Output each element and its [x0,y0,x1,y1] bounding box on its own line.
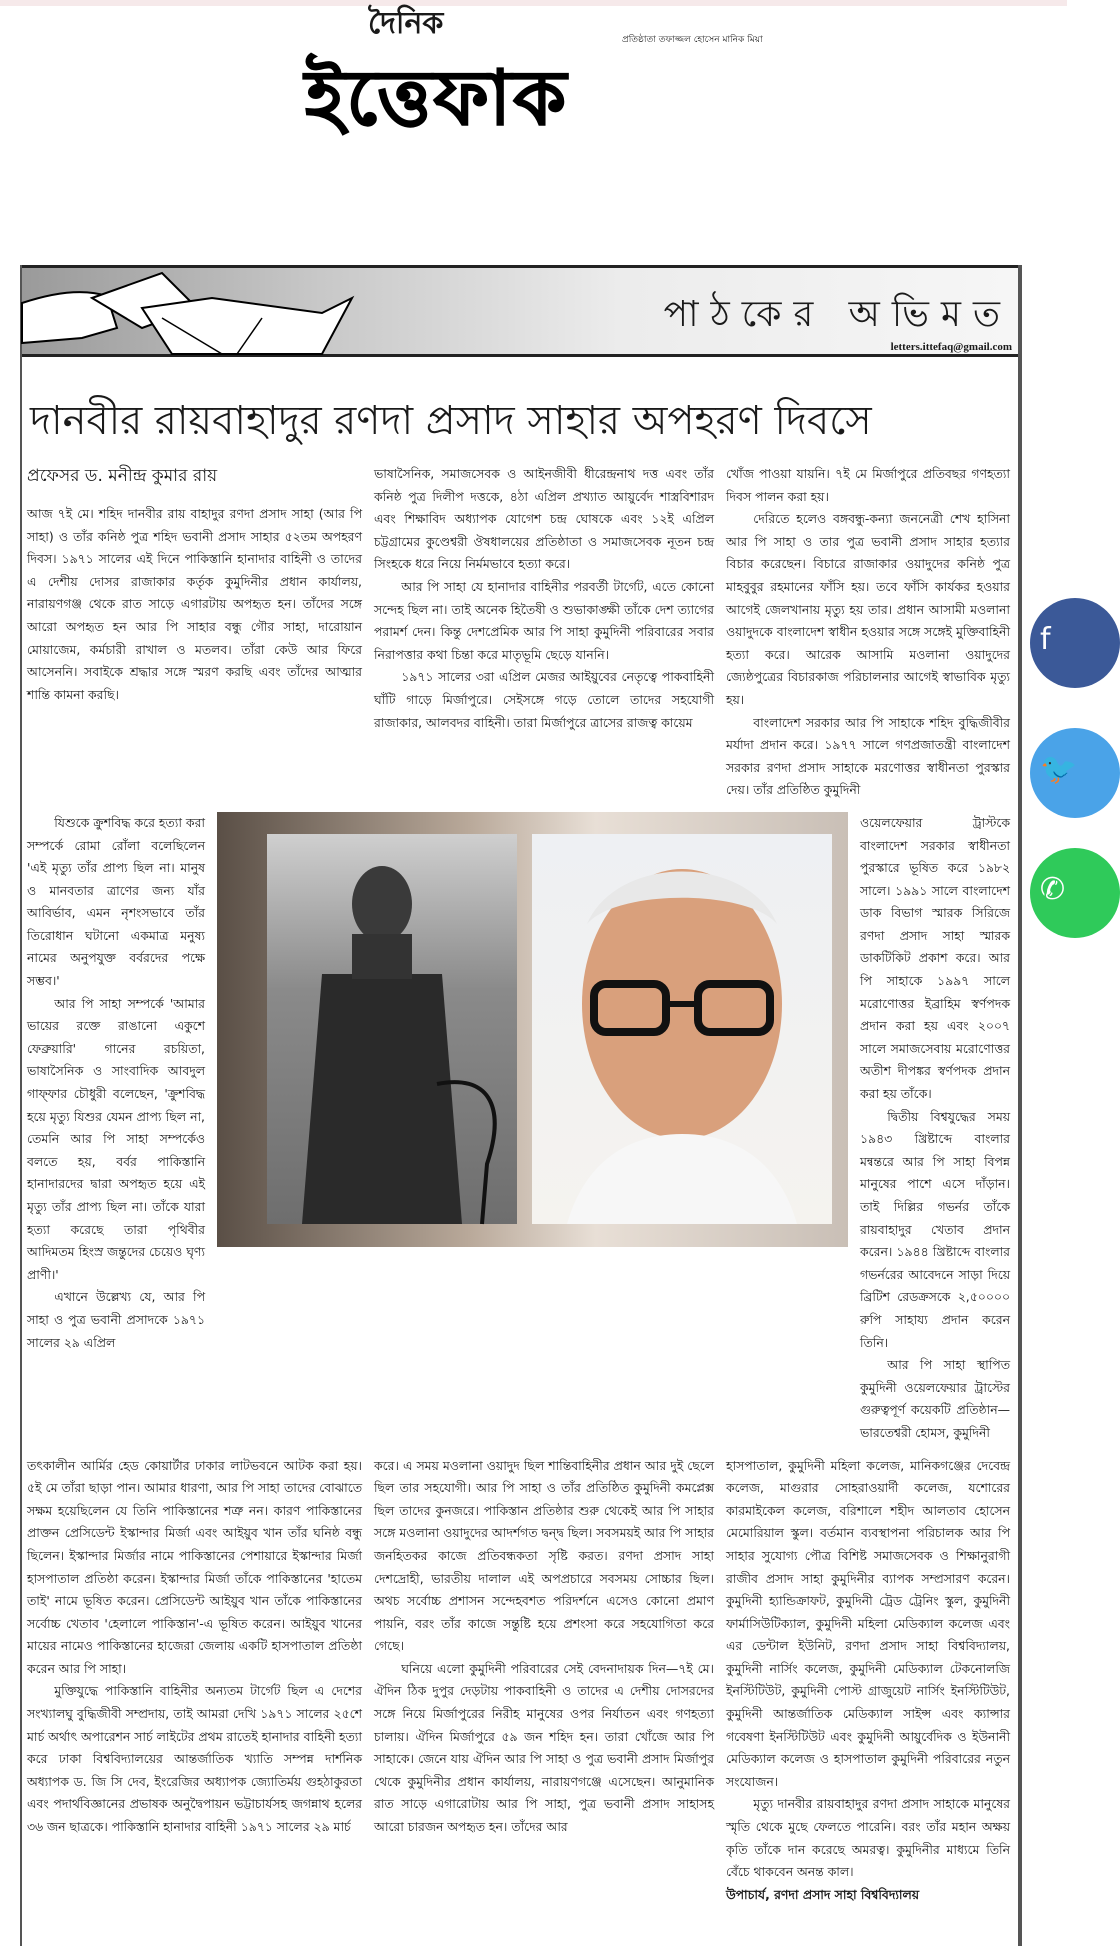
column-3-top [726,463,1010,802]
column-3-bottom [726,1455,1010,1907]
photo-collage [217,812,848,1247]
paragraph: মৃত্যু দানবীর রায়বাহাদুর রণদা প্রসাদ সাহাকে মানুষের স্মৃতি থেকে মুছে ফেলতে পারেনি। বরং তাঁর মহান অক্ষয় কৃতি তাঁকে দান করেছে অমরত্ব। কুমুদিনীর মাধ্যমে তিনি বেঁচে থাকবেন অনন্ত কাল। [726,1796,1010,1880]
twitter-share-button[interactable] [1030,728,1120,818]
article-frame [20,265,1022,1946]
whatsapp-icon: ✆ [1040,872,1066,907]
article-headline: দানবীর রায়বাহাদুর রণদা প্রসাদ সাহার অপহরণ দিবসে [30,398,872,444]
paragraph: ১৯৭১ সালের ৩রা এপ্রিল মেজর আইয়ুবের নেতৃত্বে পাকবাহিনী ঘাঁটি গাড়ে মির্জাপুরে। সেইসঙ্গে গড়ে তোলে তাদের সহযোগী রাজাকার, আলবদর বাহিনী। তারা মির্জাপুরে ত্রাসের রাজত্ব কায়েম [374,669,714,730]
paragraph: এখানে উল্লেখ্য যে, আর পি সাহা ও পুত্র ভবানী প্রসাদকে ১৯৭১ সালের ২৯ এপ্রিল [27,1289,205,1350]
paragraph: আজ ৭ই মে। শহিদ দানবীর রায় বাহাদুর রণদা প্রসাদ সাহা (আর পি সাহা) ও তাঁর কনিষ্ঠ পুত্র শহিদ ভবানী প্রসাদ সাহার ৫২তম অপহরণ দিবস। ১৯৭১ সালের এই দিনে পাকিস্তানি হানাদার বাহিনী ও তাদের এ দেশীয় দোসর রাজাকার কর্তৃক কুমুদিনীর প্রধান কার্যালয়, নারায়ণগঞ্জ থেকে রাত সাড়ে এগারটায় অপহৃত হন। তাঁদের সঙ্গে আরো অপহৃত হন আর পি সাহার বন্ধু গৌর সাহা, দারোয়ান মোয়াজেম, কর্মচারী রাখাল ও মতলব। তাঁরা কেউ আর ফিরে আসেননি। সবাইকে শ্রদ্ধার সঙ্গে স্মরণ করছি এবং তাঁদের আত্মার শান্তি কামনা করছি। [27,506,362,702]
column-2-bottom [374,1455,714,1839]
whatsapp-share-button[interactable] [1030,848,1120,938]
banner-text [664,268,1012,354]
twitter-icon: 🐦 [1040,752,1078,787]
photo-young-rp-saha [267,834,517,1224]
letter-hand-icon [22,268,542,354]
masthead [0,0,1067,245]
article-byline: প্রফেসর ড. মনীন্দ্র কুমার রায় [27,466,218,486]
paragraph: খোঁজ পাওয়া যায়নি। ৭ই মে মির্জাপুরে প্রতিবছর গণহত্যা দিবস পালন করা হয়। [726,466,1010,504]
paragraph: আর পি সাহা স্থাপিত কুমুদিনী ওয়েলফেয়ার ট্রাস্টের গুরুত্বপূর্ণ কয়েকটি প্রতিষ্ঠান— ভারতেশ্বরী হোমস, কুমুদিনী [860,1357,1010,1440]
column-1-top [27,463,362,706]
paragraph: ভাষাসৈনিক, সমাজসেবক ও আইনজীবী ধীরেন্দ্রনাথ দত্ত এবং তাঁর কনিষ্ঠ পুত্র দিলীপ দত্তকে, ৪ঠা এপ্রিল প্রখ্যাত আয়ুর্বেদ শাস্ত্রবিশারদ এবং শিক্ষাবিদ অধ্যাপক যোগেশ চন্দ্র ঘোষকে এবং ১২ই এপ্রিল চট্টগ্রামের কুণ্ডেশ্বরী ঔষধালয়ের প্রতিষ্ঠাতা ও সমাজসেবক নূতন চন্দ্র সিংহকে ধরে নিয়ে নির্মমভাবে হত্যা করে। [374,466,714,572]
column-1-bottom [27,1455,362,1839]
paragraph: যিশুকে ক্রুশবিদ্ধ করে হত্যা করা সম্পর্কে রোমা রোঁলা বলেছিলেন 'এই মৃত্যু তাঁর প্রাপ্য ছিল না। মানুষ ও মানবতার ত্রাণের জন্য যাঁর আবির্ভাব, এমন নৃশংসভাবে তাঁর তিরোধান ঘটানো একমাত্র মনুষ্য নামের অনুপযুক্ত বর্বরদের পক্ষে সম্ভব।' [27,814,205,989]
section-banner [22,265,1018,357]
masthead-logo: ইত্তেফাক [305,53,569,142]
section-email[interactable]: letters.ittefaq@gmail.com [890,341,1012,353]
paragraph: হাসপাতাল, কুমুদিনী মহিলা কলেজ, মানিকগঞ্জের দেবেন্দ্র কলেজ, মাগুরার সোহরাওয়ার্দী কলেজ, যশোরের কারমাইকেল কলেজ, বরিশালে শহীদ আলতাব হোসেন মেমোরিয়াল স্কুল। বর্তমান ব্যবস্থাপনা পরিচালক আর পি সাহার সুযোগ্য পৌত্র বিশিষ্ট সমাজসেবক ও শিক্ষানুরাগী রাজীব প্রসাদ সাহা কুমুদিনীর ব্যাপক সম্প্রসারণ করেন। কুমুদিনী হ্যান্ডিক্রাফট, কুমুদিনী ট্রেড ট্রেনিং স্কুল, কুমুদিনী ফার্মাসিউটিক্যাল, কুমুদিনী মহিলা মেডিক্যাল কলেজ এবং এর ডেন্টাল ইউনিট, রণদা প্রসাদ সাহা বিশ্ববিদ্যালয়, কুমুদিনী নার্সিং কলেজ, কুমুদিনী মেডিক্যাল টেকনোলজি ইনস্টিটিউট, কুমুদিনী পোস্ট গ্রাজুয়েট নার্সিং ইনস্টিটিউট, কুমুদিনী আন্তর্জাতিক মেডিক্যাল সাইন্স এবং ক্যান্সার গবেষণা ইনস্টিটিউট এবং কুমুদিনী আয়ুর্বেদিক ও ইউনানী মেডিক্যাল কলেজ ও হাসপাতাল কুমুদিনী পরিবারের নতুন সংযোজন। [726,1457,1010,1789]
left-narrow-column [27,812,205,1354]
paragraph: আর পি সাহা সম্পর্কে 'আমার ভায়ের রক্তে রাঙানো একুশে ফেব্রুয়ারি' গানের রচয়িতা, ভাষাসৈনিক ও সাংবাদিক আবদুল গাফ্ফার চৌধুরী বলেছেন, 'ক্রুশবিদ্ধ হয়ে মৃত্যু যিশুর যেমন প্রাপ্য ছিল না, তেমনি আর পি সাহা সম্পর্কেও বলতে হয়, বর্বর পাকিস্তানি হানাদারদের দ্বারা অপহৃত হয়ে এই মৃত্যু তাঁর প্রাপ্য ছিল না। তাঁকে যারা হত্যা করেছে তারা পৃথিবীর আদিমতম হিংস্র জন্তুদের চেয়েও ঘৃণ্য প্রাণী।' [27,995,205,1282]
paragraph: করে। এ সময় মওলানা ওয়াদুদ ছিল শান্তিবাহিনীর প্রধান আর দুই ছেলে ছিল তার সহযোগী। আর পি সাহা ও তাঁর প্রতিষ্ঠিত কুমুদিনী কমপ্লেক্স ছিল তাদের কুনজরে। পাকিস্তান প্রতিষ্ঠার শুরু থেকেই আর পি সাহার সঙ্গে মওলানা ওয়াদুদের আদর্শগত দ্বন্দ্ব ছিল। সবসময়ই আর পি সাহার জনহিতকর কাজে প্রতিবন্ধকতা সৃষ্টি করত। রণদা প্রসাদ সাহা দেশদ্রোহী, ভারতীয় দালাল এই অপপ্রচারে সবসময় সোচ্চার ছিল। অথচ সর্বোচ্চ প্রশাসন সন্দেহবশত পরিদর্শনে এসেও কোনো প্রমাণ পায়নি, বরং তাঁর কাজে সন্তুষ্টি হয়ে প্রশংসা করে সহযোগিতা করে গেছে। [374,1457,714,1654]
paragraph: বাংলাদেশ সরকার আর পি সাহাকে শহিদ বুদ্ধিজীবীর মর্যাদা প্রদান করে। ১৯৭৭ সালে গণপ্রজাতন্ত্রী বাংলাদেশ সরকার রণদা প্রসাদ সাহাকে মরণোত্তর স্বাধীনতা পুরস্কার দেয়। তাঁর প্রতিষ্ঠিত কুমুদিনী [726,714,1010,798]
paragraph: ওয়েলফেয়ার ট্রাস্টকে বাংলাদেশ সরকার স্বাধীনতা পুরস্কারে ভূষিত করে ১৯৮২ সালে। ১৯৯১ সালে বাংলাদেশ ডাক বিভাগ স্মারক সিরিজে রণদা প্রসাদ সাহা স্মারক ডাকটিকিট প্রকাশ করে। আর পি সাহাকে ১৯৯৭ সালে মরোণোত্তর ইব্রাহিম স্বর্ণপদক প্রদান করা হয় এবং ২০০৭ সালে সমাজসেবায় মরোণোত্তর অতীশ দীপঙ্কর স্বর্ণপদক প্রদান করা হয় তাঁকে। [860,814,1010,1102]
article-body [22,449,1018,1906]
masthead-dainik: দৈনিক [368,6,444,41]
paragraph: তৎকালীন আর্মির হেড কোয়ার্টার ঢাকার লাটভবনে আটক করা হয়। ৫ই মে তাঁরা ছাড়া পান। আমার ধারণা, আর পি সাহা তাদের বোঝাতে সক্ষম হয়েছিলেন যে তিনি পাকিস্তানের শত্রু নন। কারণ পাকিস্তানের প্রাক্তন প্রেসিডেন্ট ইস্কান্দার মির্জা এবং আইয়ুব খান তাঁর ঘনিষ্ঠ বন্ধু ছিলেন। ইস্কান্দার মির্জার নামে পাকিস্তানের পেশায়ারে ইস্কান্দার মির্জা হাসপাতাল প্রতিষ্ঠা করেন। ইস্কান্দার মির্জা তাঁকে পাকিস্তানের 'হাতেম তাই' নামে ভূষিত করেন। প্রেসিডেন্ট আইয়ুব খান তাঁকে পাকিস্তানের সর্বোচ্চ খেতাব 'হেলালে পাকিস্তান'-এ ভূষিত করেন। আইয়ুব খানের মায়ের নামেও পাকিস্তানের হাজেরা জেলায় একটি হাসপাতাল প্রতিষ্ঠা করেন আর পি সাহা। [27,1457,362,1676]
paragraph: দেরিতে হলেও বঙ্গবন্ধু-কন্যা জননেত্রী শেখ হাসিনা আর পি সাহা ও তার পুত্র ভবানী প্রসাদ সাহার হত্যার বিচার করেছেন। বিচারে রাজাকার ওয়াদুদের কনিষ্ঠ পুত্র মাহবুবুর রহমানের ফাঁসি হয়। তবে ফাঁসি কার্যকর হওয়ার আগেই জেলখানায় মৃত্যু হয় তার। প্রধান আসামী মওলানা ওয়াদুদকে বাংলাদেশ স্বাধীন হওয়ার সঙ্গে সঙ্গেই মুক্তিবাহিনী হত্যা করে। আরেক আসামি মওলানা ওয়াদুদের জ্যেষ্ঠপুত্রের বিচারকাজ পরিচালনার আগেই স্বাভাবিক মৃত্যু হয়। [726,511,1010,707]
paragraph: দ্বিতীয় বিশ্বযুদ্ধের সময় ১৯৪৩ খ্রিষ্টাব্দে বাংলার মন্বন্তরে আর পি সাহা বিপন্ন মানুষের পাশে এসে দাঁড়ান। তাই দিল্লির গভর্নর তাঁকে রায়বাহাদুর খেতাব প্রদান করেন। ১৯৪৪ খ্রিষ্টাব্দে বাংলার গভর্নরের আবেদনে সাড়া দিয়ে ব্রিটিশ রেডক্রসকে ২,৫০০০০ রুপি সাহায্য প্রদান করেন তিনি। [860,1108,1010,1350]
facebook-icon: f [1040,622,1051,657]
author-signature: উপাচার্য, রণদা প্রসাদ সাহা বিশ্ববিদ্যালয় [726,1886,920,1902]
top-columns [27,463,1010,802]
paragraph: আর পি সাহা যে হানাদার বাহিনীর পরবর্তী টার্গেট, এতে কোনো সন্দেহ ছিল না। তাই অনেক হিতৈষী ও শুভাকাঙ্ক্ষী তাঁকে দেশ ত্যাগের পরামর্শ দেন। কিন্তু দেশপ্রেমিক আর পি সাহা কুমুদিনী পরিবারের সবার নিরাপত্তার কথা চিন্তা করে মাতৃভূমি ছেড়ে যাননি। [374,578,714,662]
section-title: পাঠকের অভিমত [663,294,1012,335]
paragraph: ঘনিয়ে এলো কুমুদিনী পরিবারের সেই বেদনাদায়ক দিন—৭ই মে। ঐদিন ঠিক দুপুর দেড়টায় পাকবাহিনী ও তাদের এ দেশীয় দোসরদের সঙ্গে নিয়ে মির্জাপুরের নিরীহ মানুষের ওপর নির্যাতন এবং গণহত্যা চালায়। ঐদিন মির্জাপুরে ৫৯ জন শহিদ হন। তারা খোঁজে আর পি সাহাকে। জেনে যায় ঐদিন আর পি সাহা ও পুত্র ভবানী প্রসাদ মির্জাপুর থেকে কুমুদিনীর প্রধান কার্যালয়, নারায়ণগঞ্জে এসেছেন। আনুমানিক রাত সাড়ে এগারোটায় আর পি সাহা, পুত্র ভবানী প্রসাদ সাহাসহ আরো চারজন অপহৃত হন। তাঁদের আর [374,1660,714,1835]
masthead-founder-line: প্রতিষ্ঠাতা তফাজ্জল হোসেন মানিক মিয়া [622,35,763,45]
column-2-top [374,463,714,734]
bottom-columns [27,1455,1010,1907]
middle-row [27,812,1010,1445]
facebook-share-button[interactable] [1030,598,1120,688]
right-narrow-column [860,812,1010,1445]
paragraph: মুক্তিযুদ্ধে পাকিস্তানি বাহিনীর অন্যতম টার্গেট ছিল এ দেশের সংখ্যালঘু বুদ্ধিজীবী সম্প্রদায়, তাই আমরা দেখি ১৯৭১ সালের ২৫শে মার্চ অর্থাৎ অপারেশন সার্চ লাইটের প্রথম রাতেই হানাদার বাহিনী হত্যা করে ঢাকা বিশ্ববিদ্যালয়ের আন্তর্জাতিক খ্যাতি সম্পন্ন দার্শনিক অধ্যাপক ড. জি সি দেব, ইংরেজির অধ্যাপক জ্যোতির্ময় গুহঠাকুরতা এবং পদার্থবিজ্ঞানের প্রভাষক অনুদ্বৈপায়ন ভট্টাচার্যসহ জগন্নাথ হলের ৩৬ জন ছাত্রকে। পাকিস্তানি হানাদার বাহিনী ১৯৭১ সালের ২৯ মার্চ [27,1683,362,1835]
photo-portrait-rp-saha [532,834,832,1224]
